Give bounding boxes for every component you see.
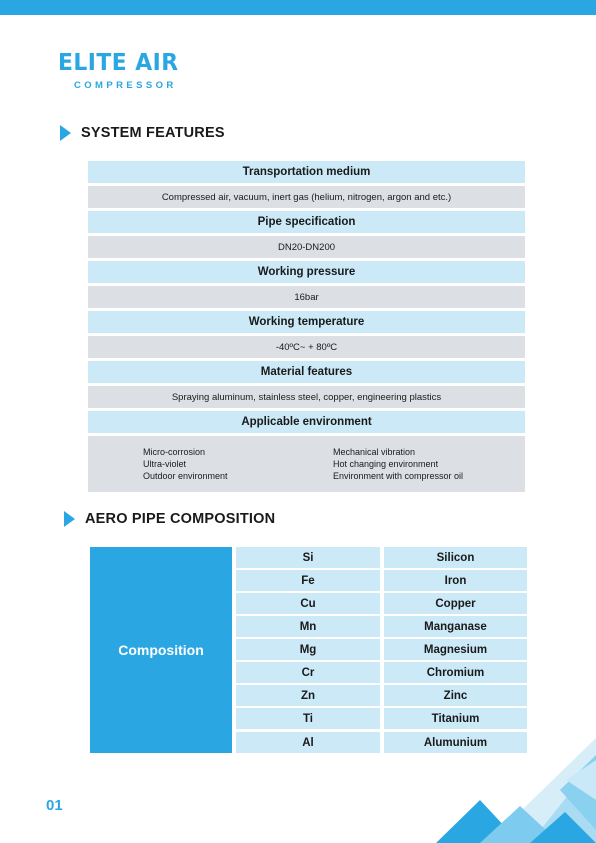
- feature-header: Working pressure: [88, 261, 525, 283]
- element-symbol: Cu: [236, 593, 380, 614]
- element-name: Chromium: [384, 662, 527, 683]
- feature-value: -40ºC~ + 80ºC: [88, 336, 525, 358]
- feature-value: Spraying aluminum, stainless steel, copper, engineering plastics: [88, 386, 525, 408]
- composition-label: Composition: [90, 547, 232, 753]
- element-name: Titanium: [384, 708, 527, 729]
- element-name: Zinc: [384, 685, 527, 706]
- environment-item: Outdoor environment: [143, 471, 228, 481]
- element-symbol: Fe: [236, 570, 380, 591]
- brand-name: ELITE AIR: [58, 50, 179, 76]
- feature-value: 16bar: [88, 286, 525, 308]
- system-features-title: SYSTEM FEATURES: [81, 125, 225, 141]
- element-symbol: Al: [236, 732, 380, 753]
- feature-header: Working temperature: [88, 311, 525, 333]
- element-name: Silicon: [384, 547, 527, 568]
- feature-header: Applicable environment: [88, 411, 525, 433]
- element-name: Magnesium: [384, 639, 527, 660]
- environment-item: Micro-corrosion: [143, 447, 206, 457]
- element-symbol: Mn: [236, 616, 380, 637]
- element-name: Iron: [384, 570, 527, 591]
- element-symbol: Si: [236, 547, 380, 568]
- feature-value: Compressed air, vacuum, inert gas (helium, nitrogen, argon and etc.): [88, 186, 525, 208]
- page-number: 01: [46, 797, 63, 814]
- environment-item: Mechanical vibration: [333, 447, 416, 457]
- environment-item: Ultra-violet: [143, 459, 187, 469]
- environment-item: Environment with compressor oil: [333, 471, 464, 481]
- element-symbol: Cr: [236, 662, 380, 683]
- composition-title: AERO PIPE COMPOSITION: [85, 511, 276, 527]
- element-symbol: Zn: [236, 685, 380, 706]
- environment-item: Hot changing environment: [333, 459, 439, 469]
- feature-header: Transportation medium: [88, 161, 525, 183]
- feature-header: Material features: [88, 361, 525, 383]
- element-symbol: Mg: [236, 639, 380, 660]
- element-name: Alumunium: [384, 732, 527, 753]
- element-symbol: Ti: [236, 708, 380, 729]
- feature-value: DN20-DN200: [88, 236, 525, 258]
- element-name: Manganase: [384, 616, 527, 637]
- feature-header: Pipe specification: [88, 211, 525, 233]
- brand-tagline: COMPRESSOR: [74, 80, 177, 91]
- element-name: Copper: [384, 593, 527, 614]
